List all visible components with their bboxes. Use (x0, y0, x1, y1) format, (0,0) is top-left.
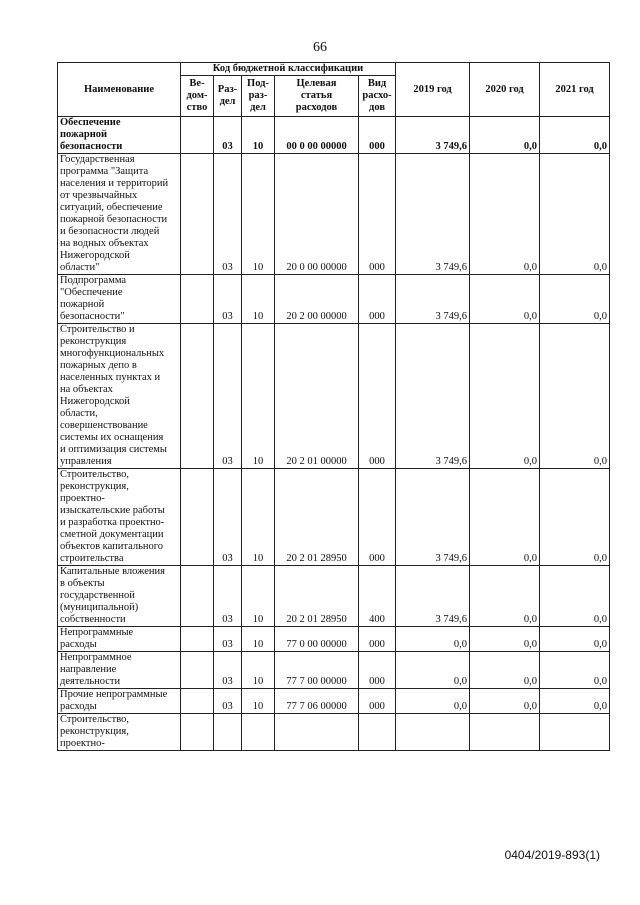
row-value-2020: 0,0 (470, 154, 540, 275)
page-number: 66 (313, 40, 327, 55)
table-row (58, 469, 610, 566)
row-value-2020: 0,0 (470, 689, 540, 714)
row-podrazdel: 10 (242, 275, 275, 324)
row-value-2019: 3 749,6 (396, 566, 470, 627)
row-value-2019: 3 749,6 (396, 154, 470, 275)
row-razdel: 03 (214, 117, 242, 154)
table-body (58, 117, 610, 751)
row-razdel: 03 (214, 275, 242, 324)
document-code: 0404/2019-893(1) (504, 848, 600, 862)
row-name: Строительство, реконструкция, проектно- изыскательские работы и разработка проектно- сметной документации объектов капитального строительства (58, 469, 181, 566)
row-razdel: 03 (214, 469, 242, 566)
row-value-2019: 0,0 (396, 652, 470, 689)
row-value-2020: 0,0 (470, 324, 540, 469)
row-expense-type: 400 (359, 566, 396, 627)
row-ved (181, 627, 214, 652)
table-row (58, 652, 610, 689)
header-target: Целевая статья расходов (275, 76, 359, 117)
row-value-2020: 0,0 (470, 469, 540, 566)
row-ved (181, 275, 214, 324)
header-2019: 2019 год (396, 63, 470, 117)
row-expense-type (359, 714, 396, 751)
row-target-article: 00 0 00 00000 (275, 117, 359, 154)
row-value-2021: 0,0 (540, 689, 610, 714)
row-razdel: 03 (214, 566, 242, 627)
row-expense-type: 000 (359, 627, 396, 652)
row-expense-type: 000 (359, 275, 396, 324)
row-expense-type: 000 (359, 154, 396, 275)
row-podrazdel: 10 (242, 652, 275, 689)
row-ved (181, 652, 214, 689)
row-value-2021: 0,0 (540, 469, 610, 566)
row-value-2019: 3 749,6 (396, 469, 470, 566)
row-razdel: 03 (214, 689, 242, 714)
row-target-article: 20 2 01 00000 (275, 324, 359, 469)
row-razdel: 03 (214, 652, 242, 689)
header-ved: Ве- дом- ство (181, 76, 214, 117)
row-expense-type: 000 (359, 469, 396, 566)
row-podrazdel: 10 (242, 324, 275, 469)
row-razdel: 03 (214, 627, 242, 652)
row-expense-type: 000 (359, 689, 396, 714)
table-row (58, 324, 610, 469)
header-name: Наименование (58, 63, 181, 117)
row-target-article: 20 0 00 00000 (275, 154, 359, 275)
row-target-article: 20 2 01 28950 (275, 566, 359, 627)
table-row (58, 566, 610, 627)
row-ved (181, 324, 214, 469)
header-vid: Вид расхо- дов (359, 76, 396, 117)
row-target-article: 77 0 00 00000 (275, 627, 359, 652)
row-razdel: 03 (214, 324, 242, 469)
row-name: Непрограммное направление деятельности (58, 652, 181, 689)
row-podrazdel: 10 (242, 469, 275, 566)
row-value-2021: 0,0 (540, 652, 610, 689)
row-ved (181, 714, 214, 751)
row-value-2020: 0,0 (470, 652, 540, 689)
row-expense-type: 000 (359, 652, 396, 689)
row-ved (181, 154, 214, 275)
row-podrazdel: 10 (242, 689, 275, 714)
budget-table (57, 62, 610, 751)
row-value-2019: 3 749,6 (396, 324, 470, 469)
row-target-article: 77 7 00 00000 (275, 652, 359, 689)
row-ved (181, 689, 214, 714)
row-value-2021 (540, 714, 610, 751)
row-podrazdel: 10 (242, 566, 275, 627)
table-row (58, 275, 610, 324)
row-value-2020: 0,0 (470, 275, 540, 324)
header-2021: 2021 год (540, 63, 610, 117)
row-value-2020 (470, 714, 540, 751)
table-row (58, 689, 610, 714)
row-name: Государственная программа "Защита населения и территорий от чрезвычайных ситуаций, обеспечение пожарной безопасности и безопасности людей на водных объектах Нижегородской области" (58, 154, 181, 275)
table-row (58, 117, 610, 154)
header-budget-code: Код бюджетной классификации (181, 63, 396, 76)
row-ved (181, 566, 214, 627)
table-row (58, 627, 610, 652)
row-value-2021: 0,0 (540, 154, 610, 275)
row-name: Капитальные вложения в объекты государственной (муниципальной) собственности (58, 566, 181, 627)
row-podrazdel (242, 714, 275, 751)
header-razdel: Раз- дел (214, 76, 242, 117)
row-name: Обеспечение пожарной безопасности (58, 117, 181, 154)
row-name: Подпрограмма "Обеспечение пожарной безопасности" (58, 275, 181, 324)
row-target-article: 20 2 00 00000 (275, 275, 359, 324)
row-name: Строительство, реконструкция, проектно- (58, 714, 181, 751)
row-target-article: 20 2 01 28950 (275, 469, 359, 566)
row-value-2021: 0,0 (540, 324, 610, 469)
row-value-2021: 0,0 (540, 275, 610, 324)
row-name: Прочие непрограммные расходы (58, 689, 181, 714)
row-ved (181, 117, 214, 154)
row-podrazdel: 10 (242, 117, 275, 154)
row-ved (181, 469, 214, 566)
header-podrazdel: Под- раз- дел (242, 76, 275, 117)
row-podrazdel: 10 (242, 627, 275, 652)
header-2020: 2020 год (470, 63, 540, 117)
row-name: Строительство и реконструкция многофункциональных пожарных депо в населенных пунктах и на объектах Нижегородской области, совершенствование системы их оснащения и оптимизация системы управления (58, 324, 181, 469)
row-value-2021: 0,0 (540, 627, 610, 652)
row-razdel: 03 (214, 154, 242, 275)
row-value-2019: 0,0 (396, 627, 470, 652)
row-value-2020: 0,0 (470, 627, 540, 652)
row-target-article: 77 7 06 00000 (275, 689, 359, 714)
row-value-2019: 3 749,6 (396, 117, 470, 154)
row-target-article (275, 714, 359, 751)
row-value-2019 (396, 714, 470, 751)
row-value-2020: 0,0 (470, 566, 540, 627)
row-value-2019: 3 749,6 (396, 275, 470, 324)
row-value-2021: 0,0 (540, 566, 610, 627)
row-value-2020: 0,0 (470, 117, 540, 154)
row-razdel (214, 714, 242, 751)
table-row (58, 154, 610, 275)
row-value-2021: 0,0 (540, 117, 610, 154)
row-expense-type: 000 (359, 117, 396, 154)
row-value-2019: 0,0 (396, 689, 470, 714)
row-podrazdel: 10 (242, 154, 275, 275)
table-row (58, 714, 610, 751)
row-name: Непрограммные расходы (58, 627, 181, 652)
row-expense-type: 000 (359, 324, 396, 469)
